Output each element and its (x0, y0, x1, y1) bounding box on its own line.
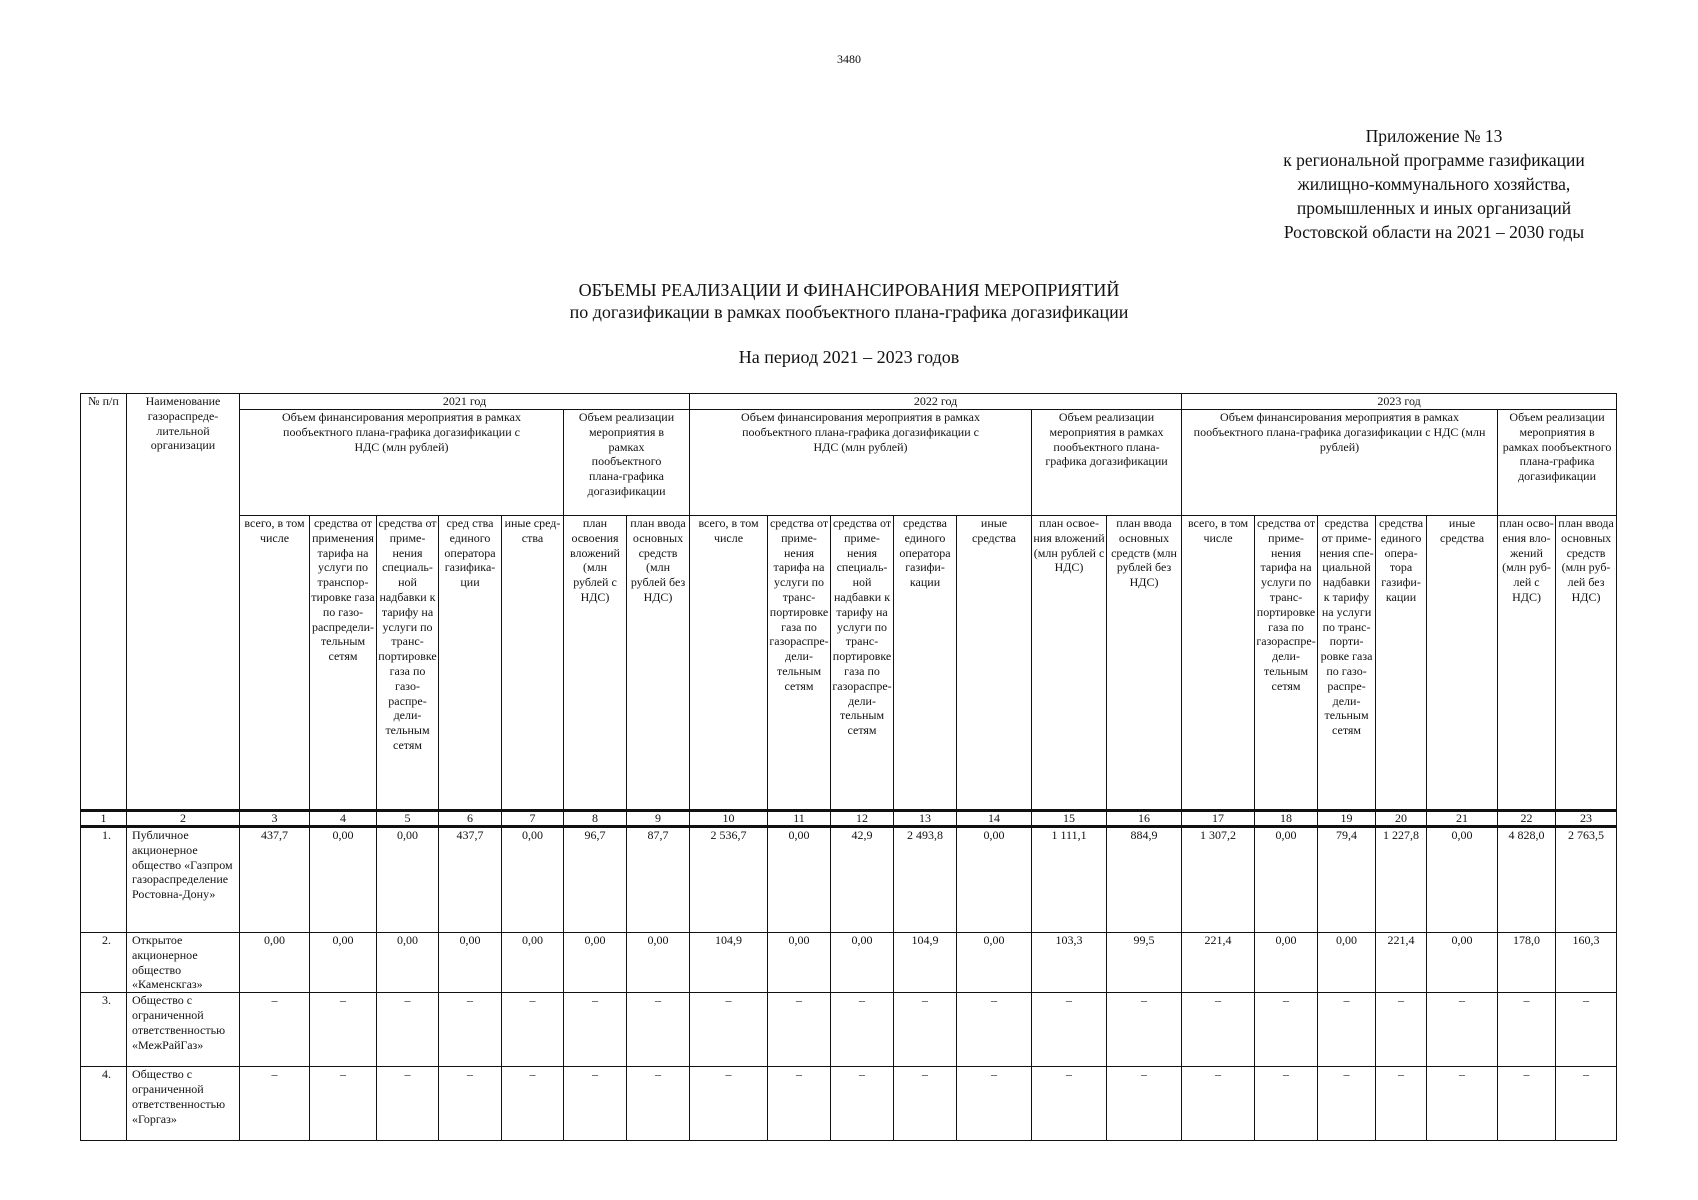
table-cell: – (1255, 1067, 1318, 1141)
header-col-18: средства от применения тарифа на услуги по транспортировке газа по газораспределительным сетям (1255, 516, 1318, 811)
table-cell: 0,00 (377, 933, 439, 993)
table-cell: – (1032, 1067, 1107, 1141)
header-col-23: план ввода основных средств (млн руб-лей без НДС) (1556, 516, 1617, 811)
table-cell: – (690, 993, 768, 1067)
header-col-5: средства от применения специальной надбавки к тарифу на услуги по транспортировке газа по газораспределительным сетям (377, 516, 439, 811)
table-cell: 1 307,2 (1182, 827, 1255, 933)
table-cell: – (502, 993, 564, 1067)
table-cell: 437,7 (439, 827, 502, 933)
table-cell: – (377, 1067, 439, 1141)
column-number: 22 (1498, 811, 1556, 827)
table-cell: 0,00 (1255, 933, 1318, 993)
subtitle: по догазификации в рамках пообъектного плана-графика догазификации (569, 302, 1129, 322)
column-number: 19 (1318, 811, 1376, 827)
table-cell: – (1427, 993, 1498, 1067)
table-cell: – (894, 993, 957, 1067)
header-no: № п/п (81, 394, 127, 811)
table-cell: 0,00 (1255, 827, 1318, 933)
table-cell: 2 763,5 (1556, 827, 1617, 933)
header-col-17: всего, в том числе (1182, 516, 1255, 811)
header-col-13: средства единого оператора газификации (894, 516, 957, 811)
row-number: 2. (81, 933, 127, 993)
header-col-7: иные средства (502, 516, 564, 811)
column-number: 2 (127, 811, 240, 827)
table-cell: 0,00 (1318, 933, 1376, 993)
row-number: 1. (81, 827, 127, 933)
table-cell: – (564, 993, 627, 1067)
title: ОБЪЕМЫ РЕАЛИЗАЦИИ И ФИНАНСИРОВАНИЯ МЕРОПРИЯТИЙ (578, 280, 1120, 300)
table-cell: – (1376, 993, 1427, 1067)
header-col-6: сред ства единого оператора газификации (439, 516, 502, 811)
column-number: 8 (564, 811, 627, 827)
header-col-16: план ввода основных средств (млн рублей без НДС) (1107, 516, 1182, 811)
table-cell: 4 828,0 (1498, 827, 1556, 933)
column-number: 16 (1107, 811, 1182, 827)
header-year-2022: 2022 год (690, 394, 1182, 410)
column-number: 15 (1032, 811, 1107, 827)
table-cell: – (831, 1067, 894, 1141)
table-cell: 79,4 (1318, 827, 1376, 933)
table-cell: 221,4 (1182, 933, 1255, 993)
period: На период 2021 – 2023 годов (738, 347, 960, 367)
table-cell: – (768, 993, 831, 1067)
header-col-8: план освоения вложений (млн рублей с НДС) (564, 516, 627, 811)
table-cell: – (502, 1067, 564, 1141)
table-cell: – (1376, 1067, 1427, 1141)
document-title (0, 279, 1698, 323)
header-financing-2021: Объем финансирования мероприятия в рамках пообъектного плана-графика догазификации с НДС (млн рублей) (240, 410, 564, 516)
table-cell: – (1182, 1067, 1255, 1141)
column-number: 10 (690, 811, 768, 827)
table-row (81, 993, 1617, 1067)
table-cell: 160,3 (1556, 933, 1617, 993)
header-col-14: иные средства (957, 516, 1032, 811)
table-cell: – (894, 1067, 957, 1141)
table-cell: 0,00 (310, 827, 377, 933)
table-cell: 221,4 (1376, 933, 1427, 993)
table-cell: – (310, 993, 377, 1067)
table-cell: – (1107, 1067, 1182, 1141)
table-cell: 0,00 (439, 933, 502, 993)
appendix-line: промышленных и иных организаций (1296, 198, 1572, 218)
table-cell: 103,3 (1032, 933, 1107, 993)
header-org: Наименование газораспределительной организации (127, 394, 240, 811)
table-cell: – (1498, 993, 1556, 1067)
table-cell: – (439, 993, 502, 1067)
table-cell: 0,00 (768, 827, 831, 933)
header-col-4: средства от применения тарифа на услуги по транспортировке газа по газораспределительным сетям (310, 516, 377, 811)
table-cell: 104,9 (894, 933, 957, 993)
table-cell: 0,00 (831, 933, 894, 993)
table-cell: – (1556, 993, 1617, 1067)
header-col-9: план ввода основных средств (млн рублей без НДС) (627, 516, 690, 811)
row-number: 3. (81, 993, 127, 1067)
appendix-line: Приложение № 13 (1365, 126, 1503, 146)
table-cell: 0,00 (502, 827, 564, 933)
organization-name: Общество с ограниченной ответственностью «МежРайГаз» (127, 993, 240, 1067)
appendix-note (1254, 124, 1614, 244)
table-row (81, 1067, 1617, 1141)
table-cell: – (1498, 1067, 1556, 1141)
table-cell: 87,7 (627, 827, 690, 933)
table-cell: – (957, 993, 1032, 1067)
table-cell: – (439, 1067, 502, 1141)
header-realization-2021: Объем реализации мероприятия в рамках пообъектного плана-графика догазификации (564, 410, 690, 516)
table-cell: 42,9 (831, 827, 894, 933)
organization-name: Публичное акционерное общество «Газпром газораспределение Ростовна-Дону» (127, 827, 240, 933)
header-financing-2023: Объем финансирования мероприятия в рамках пообъектного плана-графика догазификации с НДС (млн рублей) (1182, 410, 1498, 516)
column-number: 20 (1376, 811, 1427, 827)
column-number: 11 (768, 811, 831, 827)
appendix-line: Ростовской области на 2021 – 2030 годы (1283, 222, 1585, 242)
table-cell: 0,00 (377, 827, 439, 933)
table-cell: 0,00 (627, 933, 690, 993)
column-number: 17 (1182, 811, 1255, 827)
table-cell: – (627, 1067, 690, 1141)
appendix-line: жилищно-коммунального хозяйства, (1297, 174, 1571, 194)
column-number: 12 (831, 811, 894, 827)
table-cell: 2 493,8 (894, 827, 957, 933)
table-row (81, 933, 1617, 993)
column-number: 14 (957, 811, 1032, 827)
header-col-12: средства от применения специальной надбавки к тарифу на услуги по транспортировке газа по газораспределительным сетям (831, 516, 894, 811)
table-cell: 1 227,8 (1376, 827, 1427, 933)
table-cell: 0,00 (502, 933, 564, 993)
table-cell: 437,7 (240, 827, 310, 933)
table-cell: 0,00 (310, 933, 377, 993)
table-cell: – (1427, 1067, 1498, 1141)
header-col-19: средства от применения специальной надбавки к тарифу на услуги по транспортировке газа по газораспределительным сетям (1318, 516, 1376, 811)
column-number: 6 (439, 811, 502, 827)
column-number: 7 (502, 811, 564, 827)
table-cell: 0,00 (240, 933, 310, 993)
table-cell: 104,9 (690, 933, 768, 993)
column-number: 13 (894, 811, 957, 827)
table-cell: 99,5 (1107, 933, 1182, 993)
table-cell: – (1107, 993, 1182, 1067)
table-cell: – (1255, 993, 1318, 1067)
table-cell: – (1182, 993, 1255, 1067)
table-cell: 96,7 (564, 827, 627, 933)
table-cell: – (1556, 1067, 1617, 1141)
header-realization-2022: Объем реализации мероприятия в рамках пообъектного плана-графика догазификации (1032, 410, 1182, 516)
header-year-2023: 2023 год (1182, 394, 1617, 410)
row-number: 4. (81, 1067, 127, 1141)
column-number: 21 (1427, 811, 1498, 827)
header-col-10: всего, в том числе (690, 516, 768, 811)
table-cell: 2 536,7 (690, 827, 768, 933)
table-cell: 0,00 (1427, 827, 1498, 933)
header-col-22: план освоения вложений (млн рублей с НДС) (1498, 516, 1556, 811)
column-number: 4 (310, 811, 377, 827)
table-cell: 884,9 (1107, 827, 1182, 933)
page-number: 3480 (837, 52, 861, 66)
table-cell: – (1032, 993, 1107, 1067)
header-col-15: план освоения вложений (млн рублей с НДС) (1032, 516, 1107, 811)
column-number: 3 (240, 811, 310, 827)
column-number-row (81, 811, 1617, 827)
table-cell: – (240, 993, 310, 1067)
table-cell: 0,00 (564, 933, 627, 993)
header-col-3: всего, в том числе (240, 516, 310, 811)
appendix-line: к региональной программе газификации (1283, 150, 1585, 170)
table-cell: – (768, 1067, 831, 1141)
table-cell: 0,00 (1427, 933, 1498, 993)
organization-name: Общество с ограниченной ответственностью «Горгаз» (127, 1067, 240, 1141)
table-cell: – (310, 1067, 377, 1141)
header-col-11: средства от применения тарифа на услуги по транспортировке газа по газораспределительным сетям (768, 516, 831, 811)
header-col-20: средства единого оператора газификации (1376, 516, 1427, 811)
table-cell: – (957, 1067, 1032, 1141)
table-cell: – (1318, 1067, 1376, 1141)
table-cell: 0,00 (768, 933, 831, 993)
column-number: 5 (377, 811, 439, 827)
table-cell: 0,00 (957, 933, 1032, 993)
table-cell: 178,0 (1498, 933, 1556, 993)
table-cell: – (564, 1067, 627, 1141)
header-col-21: иные средства (1427, 516, 1498, 811)
header-realization-2023: Объем реализации мероприятия в рамках пообъектного плана-графика догазификации (1498, 410, 1617, 516)
table-cell: 0,00 (957, 827, 1032, 933)
column-number: 18 (1255, 811, 1318, 827)
table-cell: – (831, 993, 894, 1067)
financing-table (80, 393, 1617, 1141)
table-row (81, 827, 1617, 933)
table-cell: – (627, 993, 690, 1067)
table-cell: – (377, 993, 439, 1067)
table-cell: – (240, 1067, 310, 1141)
organization-name: Открытое акционерное общество «Каменскгаз» (127, 933, 240, 993)
table-cell: – (690, 1067, 768, 1141)
table-cell: 1 111,1 (1032, 827, 1107, 933)
header-year-2021: 2021 год (240, 394, 690, 410)
table-cell: – (1318, 993, 1376, 1067)
header-financing-2022: Объем финансирования мероприятия в рамках пообъектного плана-графика догазификации с НДС (млн рублей) (690, 410, 1032, 516)
column-number: 9 (627, 811, 690, 827)
column-number: 23 (1556, 811, 1617, 827)
column-number: 1 (81, 811, 127, 827)
